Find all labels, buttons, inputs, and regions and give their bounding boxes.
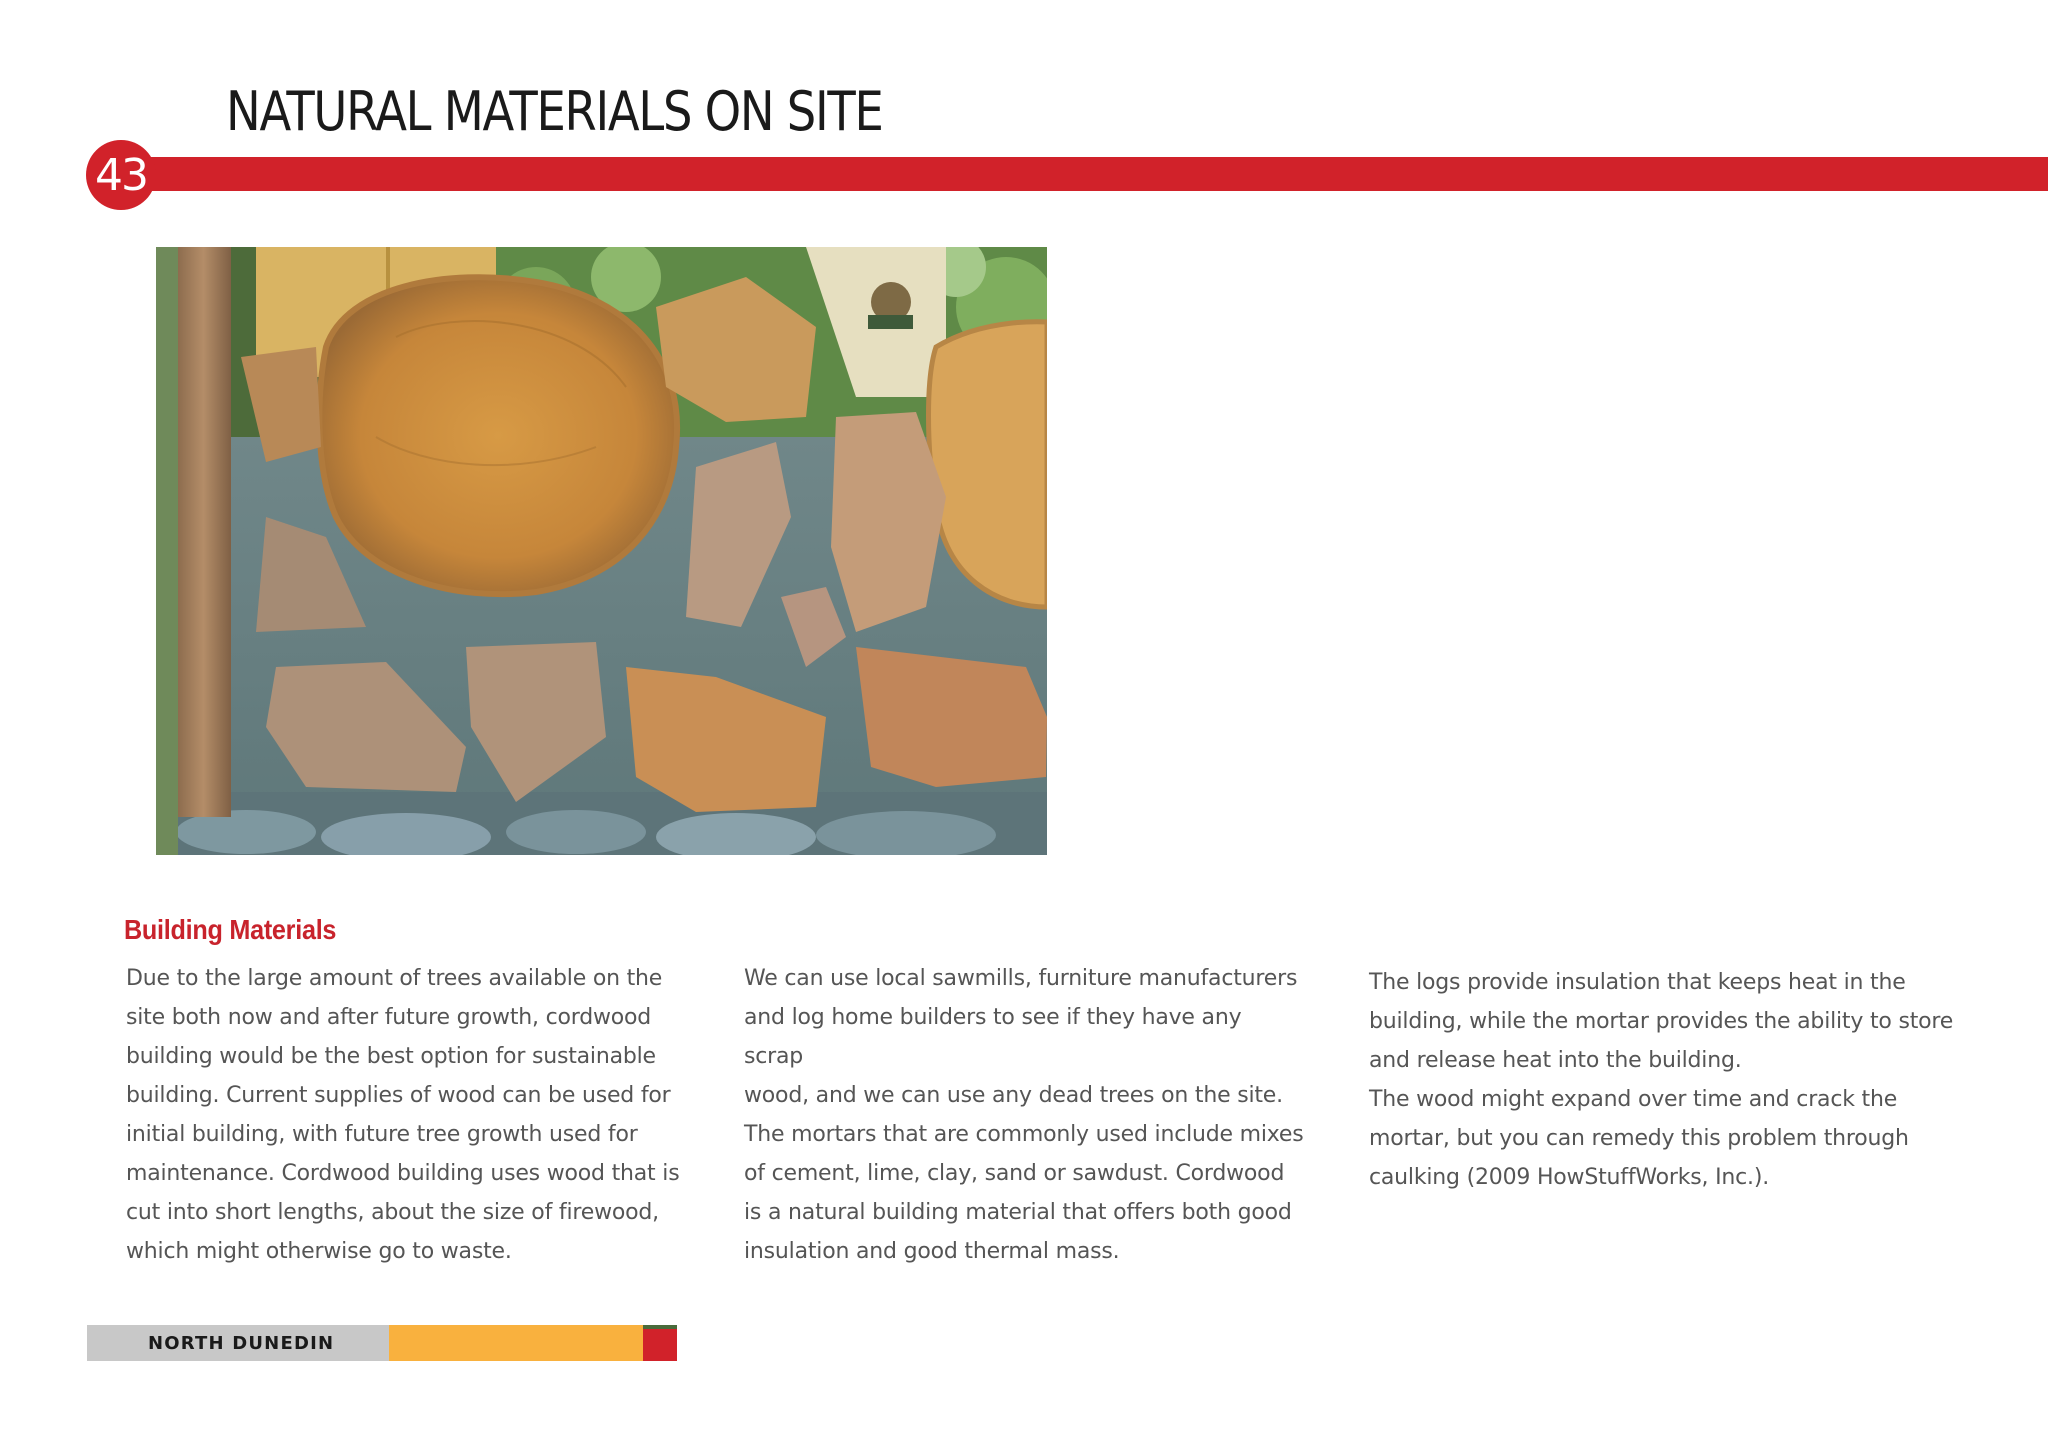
cordwood-wall-photo: [156, 247, 1047, 855]
footer-red-block: [643, 1325, 677, 1361]
page-title: NATURAL MATERIALS ON SITE: [226, 80, 883, 143]
header-red-bar: [140, 157, 2048, 191]
text-column-1: [126, 959, 686, 1271]
page-number: 43: [95, 149, 147, 201]
paragraph: The logs provide insulation that keeps heat in the building, while the mortar provides the ability to store and release heat into the building. The wood might expand over time and crack the mortar, but you can remedy this problem through caulking (2009 HowStuffWorks, Inc.).: [1369, 970, 1954, 1190]
page-number-badge: [86, 140, 156, 210]
section-heading: Building Materials: [124, 914, 337, 945]
text-column-3: [1369, 963, 1959, 1197]
footer-orange-bar: [389, 1325, 643, 1361]
paragraph: Due to the large amount of trees available on the site both now and after future growth, cordwood building would be the best option for sustainable building. Current supplies of wood can be used for initial building, with future tree growth used for maintenance. Cordwood building uses wood that is cut into short lengths, about the size of firewood, which might otherwise go to waste.: [126, 966, 680, 1264]
footer-label: NORTH DUNEDIN: [148, 1332, 335, 1354]
text-column-2: [744, 959, 1304, 1271]
paragraph: We can use local sawmills, furniture manufacturers and log home builders to see if they have any scrap wood, and we can use any dead trees on the site. The mortars that are commonly used include mixes of cement, lime, clay, sand or sawdust. Cordwood is a natural building material that offers both good insulation and good thermal mass.: [744, 966, 1304, 1264]
footer-label-bar: [87, 1325, 389, 1361]
footer-green-accent: [643, 1325, 677, 1329]
